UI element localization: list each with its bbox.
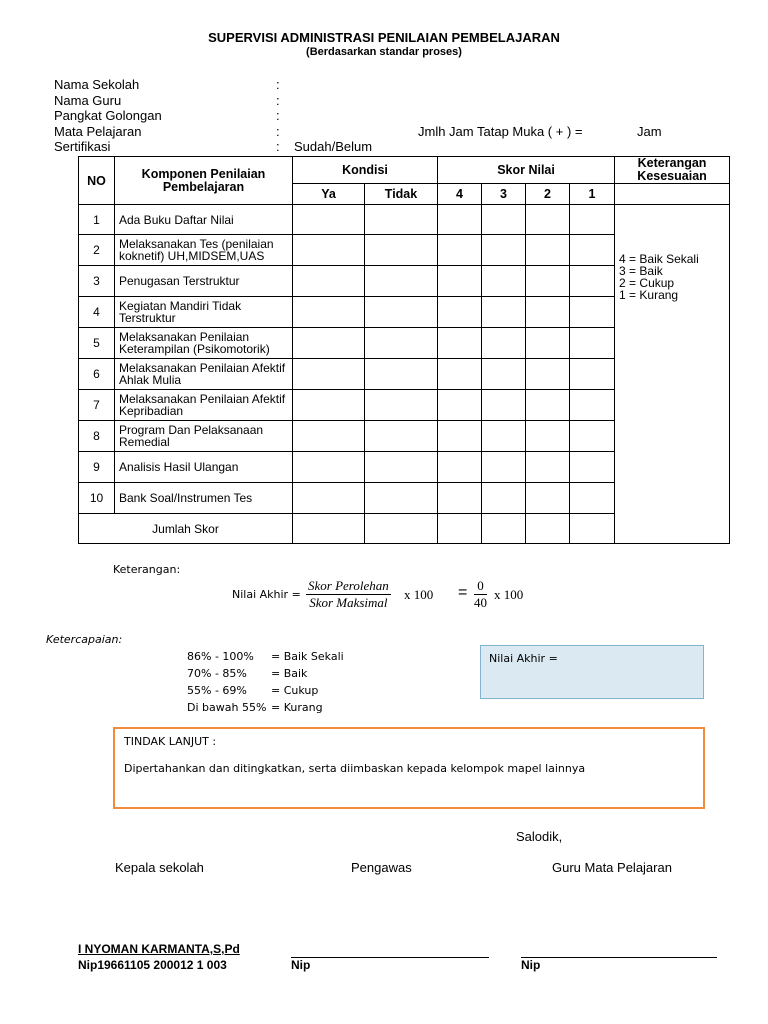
jumlah-skor-4[interactable] [438,514,482,544]
range-value: = Cukup [271,684,319,697]
guru-signature-line [521,957,717,958]
cell-skor-2[interactable] [526,359,570,390]
cell-ya[interactable] [293,297,365,328]
formula-fraction [306,578,391,611]
row-no: 9 [79,452,115,483]
cell-skor-4[interactable] [438,452,482,483]
cell-skor-3[interactable] [482,359,526,390]
formula-fraction-value [474,578,487,611]
cell-ya[interactable] [293,328,365,359]
row-no: 3 [79,266,115,297]
cell-skor-4[interactable] [438,235,482,266]
cell-ya[interactable] [293,483,365,514]
header-ya: Ya [293,184,365,205]
kepala-sekolah-label: Kepala sekolah [115,860,204,875]
guru-nip: Nip [521,958,541,972]
header-komponen: Komponen Penilaian Pembelajaran [115,157,293,205]
pengawas-nip: Nip [291,958,311,972]
header-kondisi: Kondisi [293,157,438,184]
tindak-lanjut-box [113,727,705,809]
cell-skor-2[interactable] [526,328,570,359]
row-no: 5 [79,328,115,359]
cell-skor-1[interactable] [570,235,615,266]
sertifikasi-value: Sudah/Belum [294,139,373,154]
keterangan-label: Keterangan: [113,563,181,576]
header-skor-1: 1 [570,184,615,205]
header-no: NO [79,157,115,205]
cell-tidak[interactable] [365,266,438,297]
header-skor: Skor Nilai [438,157,615,184]
cell-skor-2[interactable] [526,235,570,266]
cell-ya[interactable] [293,205,365,235]
jumlah-skor-label: Jumlah Skor [79,514,293,544]
row-komponen: Ada Buku Daftar Nilai [115,205,293,235]
range-value: = Baik Sekali [271,650,344,663]
cell-skor-2[interactable] [526,390,570,421]
colon: : [276,108,280,123]
cell-skor-3[interactable] [482,297,526,328]
formula-equals: = [458,584,468,601]
cell-ya[interactable] [293,235,365,266]
nilai-akhir-box-label: Nilai Akhir = [489,652,558,665]
document-title: SUPERVISI ADMINISTRASI PENILAIAN PEMBELAJARAN [208,30,560,45]
formula-multiplier-value: x 100 [494,587,524,602]
header-keterangan: Keterangan Kesesuaian [615,157,730,184]
row-komponen: Kegiatan Mandiri Tidak Terstruktur [115,297,293,328]
row-no: 4 [79,297,115,328]
tindak-lanjut-text: Dipertahankan dan ditingkatkan, serta diimbaskan kepada kelompok mapel lainnya [124,762,586,775]
legend-item: 4 = Baik Sekali [619,252,699,266]
fraction-numerator-value: 0 [474,578,487,595]
colon: : [276,93,280,108]
jumlah-ya[interactable] [293,514,365,544]
range-label: 70% - 85% [187,667,247,680]
row-no: 6 [79,359,115,390]
label-pangkat: Pangkat Golongan [54,108,162,123]
range-value: = Kurang [271,701,323,714]
cell-skor-1[interactable] [570,359,615,390]
label-sertifikasi: Sertifikasi [54,139,111,154]
cell-skor-1[interactable] [570,421,615,452]
cell-skor-3[interactable] [482,483,526,514]
fraction-numerator: Skor Perolehan [308,578,389,593]
legend-item: 3 = Baik [619,264,663,278]
cell-skor-3[interactable] [482,421,526,452]
jam-tatap-muka-label: Jmlh Jam Tatap Muka ( + ) = [418,124,583,139]
cell-tidak[interactable] [365,235,438,266]
header-skor-3: 3 [482,184,526,205]
label-nama-sekolah: Nama Sekolah [54,77,140,92]
cell-skor-4[interactable] [438,205,482,235]
cell-skor-2[interactable] [526,297,570,328]
cell-skor-1[interactable] [570,328,615,359]
cell-ya[interactable] [293,266,365,297]
row-no: 7 [79,390,115,421]
legend-item: 2 = Cukup [619,276,675,290]
jumlah-skor-2[interactable] [526,514,570,544]
kepala-name: I NYOMAN KARMANTA,S,Pd [78,942,240,956]
header-tidak: Tidak [365,184,438,205]
cell-skor-2[interactable] [526,452,570,483]
row-komponen: Melaksanakan Penilaian Afektif Kepribadian [115,390,293,421]
jumlah-tidak[interactable] [365,514,438,544]
range-label: 86% - 100% [187,650,254,663]
cell-tidak[interactable] [365,452,438,483]
cell-tidak[interactable] [365,359,438,390]
legend-item: 1 = Kurang [619,288,679,302]
cell-skor-1[interactable] [570,297,615,328]
cell-skor-1[interactable] [570,266,615,297]
row-no: 8 [79,421,115,452]
row-komponen: Melaksanakan Tes (penilaian koknetif) UH,MIDSEM,UAS [115,235,293,266]
cell-skor-4[interactable] [438,390,482,421]
row-no: 10 [79,483,115,514]
cell-skor-4[interactable] [438,359,482,390]
kepala-nip: Nip19661105 200012 1 003 [78,958,227,972]
cell-skor-3[interactable] [482,235,526,266]
row-komponen: Program Dan Pelaksanaan Remedial [115,421,293,452]
header-skor-4: 4 [438,184,482,205]
cell-ya[interactable] [293,421,365,452]
fraction-denominator: Skor Maksimal [309,595,388,610]
cell-ya[interactable] [293,390,365,421]
assessment-table [78,156,730,544]
pengawas-label: Pengawas [351,860,412,875]
keterangan-legend [615,205,730,544]
label-mapel: Mata Pelajaran [54,124,142,139]
jumlah-skor-1[interactable] [570,514,615,544]
cell-skor-3[interactable] [482,328,526,359]
cell-ya[interactable] [293,359,365,390]
table-row [79,205,730,235]
cell-skor-3[interactable] [482,266,526,297]
row-komponen: Analisis Hasil Ulangan [115,452,293,483]
formula-multiplier: x 100 [404,587,434,602]
cell-skor-4[interactable] [438,421,482,452]
cell-tidak[interactable] [365,328,438,359]
place-label: Salodik, [516,829,563,844]
label-nama-guru: Nama Guru [54,93,122,108]
keterangan-spacer [615,184,730,205]
cell-tidak[interactable] [365,390,438,421]
row-komponen: Penugasan Terstruktur [115,266,293,297]
cell-skor-4[interactable] [438,266,482,297]
guru-label: Guru Mata Pelajaran [552,860,672,875]
pengawas-signature-line [291,957,489,958]
colon: : [276,77,280,92]
row-komponen: Bank Soal/Instrumen Tes [115,483,293,514]
cell-tidak[interactable] [365,297,438,328]
row-komponen: Melaksanakan Penilaian Afektif Ahlak Mulia [115,359,293,390]
range-value: = Baik [271,667,308,680]
cell-skor-2[interactable] [526,421,570,452]
cell-skor-4[interactable] [438,328,482,359]
range-label: Di bawah 55% [187,701,267,714]
cell-ya[interactable] [293,452,365,483]
jam-unit: Jam [637,124,662,139]
cell-skor-2[interactable] [526,483,570,514]
cell-skor-1[interactable] [570,483,615,514]
range-label: 55% - 69% [187,684,247,697]
jumlah-skor-3[interactable] [482,514,526,544]
cell-skor-3[interactable] [482,205,526,235]
cell-skor-1[interactable] [570,390,615,421]
cell-skor-2[interactable] [526,266,570,297]
cell-skor-4[interactable] [438,483,482,514]
colon: : [276,139,280,154]
cell-tidak[interactable] [365,421,438,452]
row-no: 1 [79,205,115,235]
document-subtitle: (Berdasarkan standar proses) [306,46,462,58]
nilai-akhir-box[interactable] [480,645,704,699]
ketercapaian-label: Ketercapaian: [46,633,123,646]
cell-tidak[interactable] [365,483,438,514]
cell-skor-2[interactable] [526,205,570,235]
cell-skor-4[interactable] [438,297,482,328]
tindak-lanjut-title: TINDAK LANJUT : [124,735,217,748]
cell-skor-1[interactable] [570,452,615,483]
header-skor-2: 2 [526,184,570,205]
nilai-akhir-formula-label: Nilai Akhir = [232,588,301,601]
row-no: 2 [79,235,115,266]
fraction-denominator-value: 40 [474,595,487,610]
row-komponen: Melaksanakan Penilaian Keterampilan (Psikomotorik) [115,328,293,359]
cell-skor-3[interactable] [482,452,526,483]
cell-skor-3[interactable] [482,390,526,421]
colon: : [276,124,280,139]
cell-tidak[interactable] [365,205,438,235]
cell-skor-1[interactable] [570,205,615,235]
